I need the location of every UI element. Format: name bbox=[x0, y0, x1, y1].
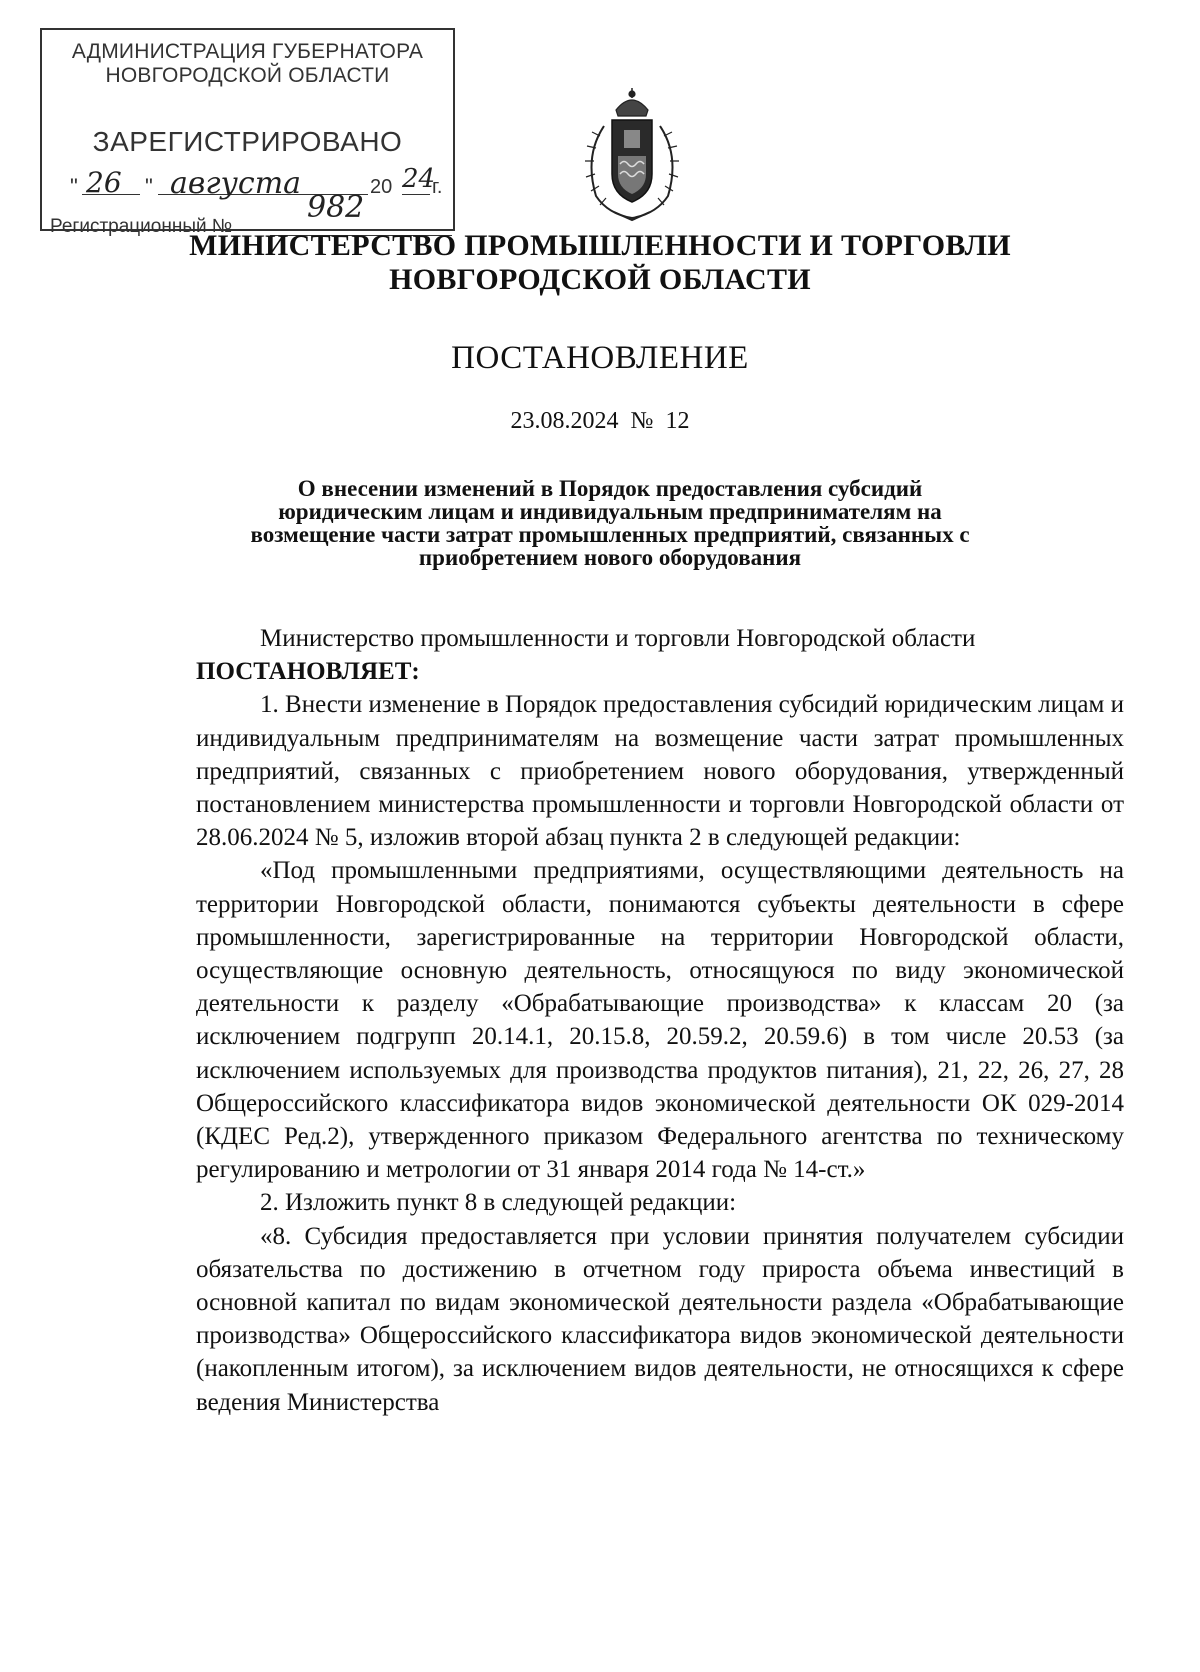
stamp-quote-open: " bbox=[70, 174, 78, 199]
stamp-date bbox=[60, 164, 445, 201]
stamp-year-suffix: 24 bbox=[402, 164, 436, 194]
document-date: 23.08.2024 bbox=[510, 408, 619, 434]
stamp-org-line2: НОВГОРОДСКОЙ ОБЛАСТИ bbox=[105, 64, 390, 87]
stamp-day: 26 bbox=[86, 166, 122, 199]
stamp-number: 982 bbox=[307, 190, 365, 225]
body-item-2: 2. Изложить пункт 8 в следующей редакции: bbox=[260, 1189, 737, 1217]
body-item-2-quote: «8. Субсидия предоставляется при условии принятия получателем субсидии обязательства по достижению в отчетном году прироста объема инвестиций в основной капитал по видам экономической деятельности раздела «Обрабатывающие производства» Общероссийского классификатора видов экономической деятельности (накопленным итогом), за исключением видов деятельности, не относящихся к сфере ведения Министерства bbox=[196, 1222, 1124, 1416]
registration-stamp bbox=[40, 28, 455, 237]
document-number: 12 bbox=[665, 408, 690, 434]
stamp-quote-close: " bbox=[145, 174, 153, 199]
stamp-month: августа bbox=[170, 166, 302, 201]
stamp-registered-label: ЗАРЕГИСТРИРОВАНО bbox=[92, 126, 403, 157]
coat-of-arms-icon bbox=[574, 86, 690, 226]
ministry-name-line1: МИНИСТЕРСТВО ПРОМЫШЛЕННОСТИ И ТОРГОВЛИ bbox=[189, 229, 1011, 262]
ministry-name-line2: НОВГОРОДСКОЙ ОБЛАСТИ bbox=[389, 263, 811, 296]
document-subject: О внесении изменений в Порядок предоставления субсидий юридическим лицам и индивидуальным предпринимателям на возмещение части затрат промышленных предприятий, связанных с приобретением нового оборудования bbox=[250, 476, 970, 570]
stamp-organization bbox=[42, 40, 453, 88]
document-body bbox=[196, 622, 1124, 1419]
stamp-year-underline bbox=[402, 194, 430, 195]
document-number-sign: № bbox=[630, 408, 654, 434]
body-item-1: 1. Внести изменение в Порядок предоставления субсидий юридическим лицам и индивидуальным предпринимателям на возмещение части затрат промышленных предприятий, связанных с приобретением нового оборудования, утвержденный постановлением министерства промышленности и торговли Новгородской области от 28.06.2024 № 5, изложив второй абзац пункта 2 в следующей редакции: bbox=[196, 691, 1124, 852]
document-type: ПОСТАНОВЛЕНИЕ bbox=[451, 340, 749, 376]
body-decree-word: ПОСТАНОВЛЯЕТ: bbox=[196, 658, 420, 686]
stamp-org-line1: АДМИНИСТРАЦИЯ ГУБЕРНАТОРА bbox=[71, 40, 424, 63]
stamp-number-label: Регистрационный № bbox=[50, 216, 233, 237]
stamp-year-prefix: 20 bbox=[370, 176, 393, 198]
document-date-number bbox=[0, 408, 1200, 435]
stamp-year-unit: г. bbox=[432, 176, 443, 198]
body-item-1-quote: «Под промышленными предприятиями, осуществляющими деятельность на территории Новгородской области, понимаются субъекты деятельности в сфере промышленности, зарегистрированные на территории Новгородской области, осуществляющие основную деятельность, относящуюся по виду экономической деятельности к разделу «Обрабатывающие производства» к классам 20 (за исключением подгрупп 20.14.1, 20.15.8, 20.59.2, 20.59.6) в том числе 20.53 (за исключением используемых для производства продуктов питания), 21, 22, 26, 27, 28 Общероссийского классификатора видов экономической деятельности ОК 029-2014 (КДЕС Ред.2), утвержденного приказом Федерального агентства по техническому регулированию и метрологии от 31 января 2014 года № 14-ст.» bbox=[196, 857, 1124, 1184]
body-intro: Министерство промышленности и торговли Новгородской области bbox=[260, 625, 976, 652]
